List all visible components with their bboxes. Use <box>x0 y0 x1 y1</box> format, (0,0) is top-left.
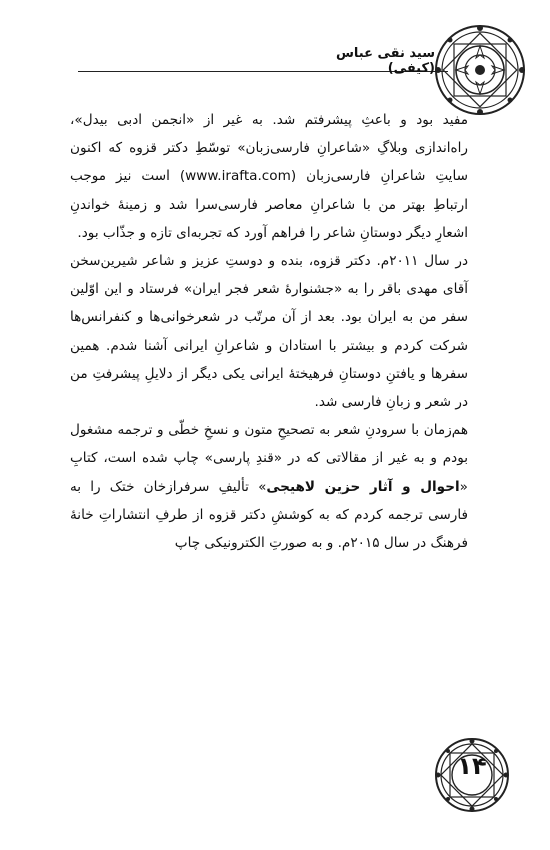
paragraph-2: در سال ۲۰۱۱م. دکتر قزوه، بنده و دوستِ عزیز و شاعر شیرین‌سخن آقای مهدی باقر را به «جشنوارهٔ شعر فجر ایران» فرستاد و این اوّلین سفر من به ایران بود. بعد از آن مرتّب در شعرخوانی‌ها و کنفرانس‌ها شرکت کردم و بیشتر با استادان و شاعرانِ ایرانی آشنا شدم. همین سفرها و یافتنِ دوستانِ فرهیختهٔ ایرانی یکی دیگر از دلایلِ پیشرفتِ من در شعر و زبانِ فارسی شد. <box>70 253 468 411</box>
body-text <box>70 106 468 557</box>
paragraph-3 <box>70 416 468 557</box>
running-header-title: سید نقی عباس (کیفی) <box>335 46 435 76</box>
ornament-rosette-top <box>432 22 528 118</box>
page-number: ۱۴ <box>457 752 487 780</box>
paragraph-3-text-end: » تألیفِ سرفرازخان ختک را به فارسی ترجمه کردم که به کوششِ دکتر قزوه از طرفِ انتشاراتِ خانهٔ فرهنگ در سال ۲۰۱۵م. و به صورتِ الکترونیکی چاپ <box>70 478 468 552</box>
paragraph-1: مفید بود و باعثِ پیشرفتم شد. به غیر از «انجمن ادبی بیدل»، راه‌اندازی وبلاگِ «شاعرانِ فارسی‌زبان» توسّطِ دکتر قزوه که اکنون سایتِ شاعرانِ فارسی‌زبان (www.irafta.com) است نیز موجب ارتباطِ بهتر من با شاعرانِ معاصر فارسی‌سرا شد و زمینهٔ خواندنِ اشعارِ دیگر دوستانِ شاعر را فراهم آورد که تجربه‌ای تازه و جذّاب بود. <box>70 112 468 241</box>
paragraph-3-text-start: هم‌زمان با سرودنِ شعر به تصحیحِ متون و نسخِ خطّی و ترجمه مشغول بودم و به غیر از مقالاتی که در «قندِ پارسی» چاپ شده است، کتابِ « <box>70 422 468 495</box>
book-title-bold: احوال و آثار حزین لاهیجی <box>266 478 460 495</box>
